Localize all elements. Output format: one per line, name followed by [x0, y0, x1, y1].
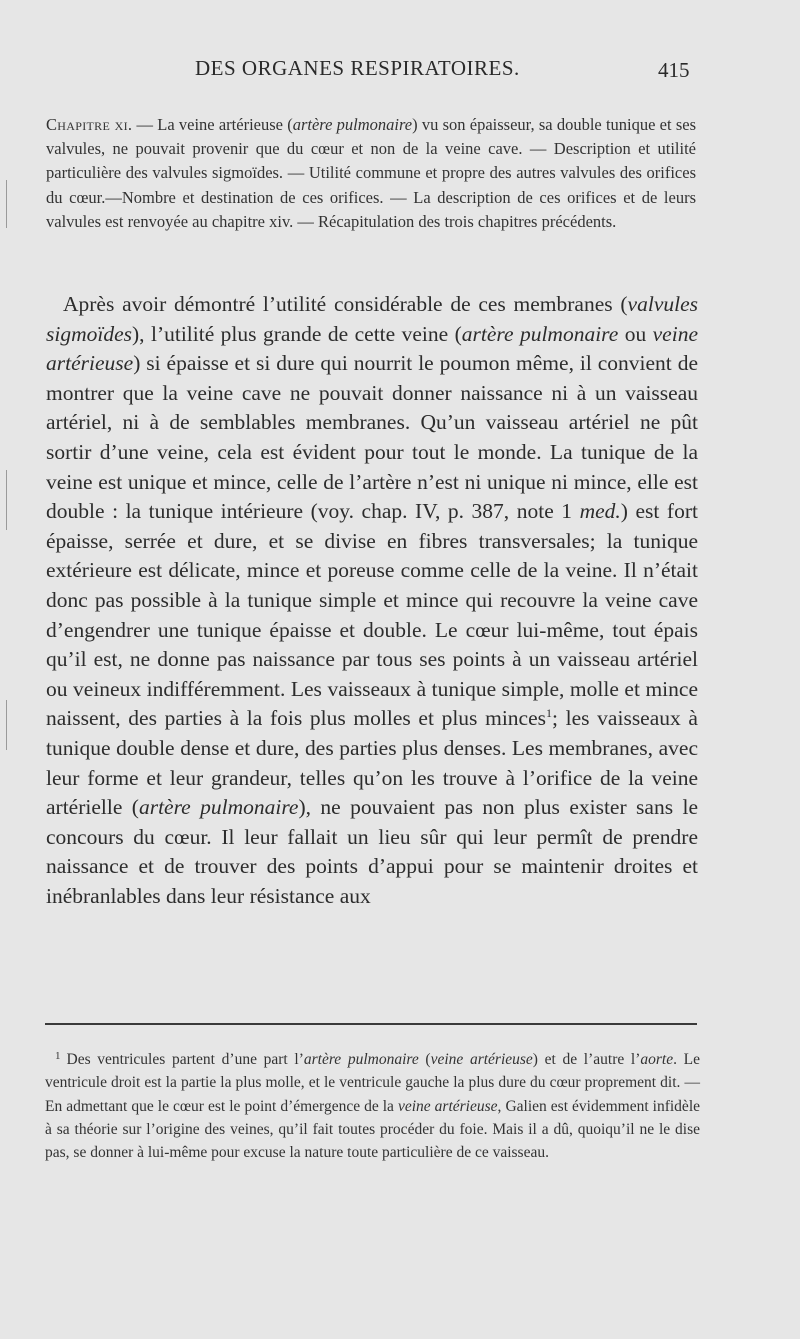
- footnote-reference: 1: [546, 706, 552, 721]
- text-run: ; les vaisseaux à tunique double dense et dure, des parties plus denses. Les membranes, avec leur forme et leur grandeur, telles qu’on les trouve à l’orifice de la veine artérielle (: [46, 706, 698, 820]
- running-title: DES ORGANES RESPIRATOIRES.: [195, 56, 520, 80]
- page-header: [0, 56, 800, 88]
- italic-term: artère pulmonaire: [461, 321, 619, 346]
- text-run: (: [418, 1051, 431, 1068]
- chapter-label: Chapitre xi.: [46, 115, 133, 134]
- summary-italic: artère pulmonaire: [292, 115, 413, 134]
- italic-term: aorte: [640, 1051, 674, 1068]
- italic-term: artère pulmonaire: [303, 1051, 419, 1068]
- italic-term: veine artérieuse: [397, 1097, 498, 1115]
- text-run: Des ventricules partent d’une part l’: [66, 1051, 304, 1068]
- text-run: ), l’utilité plus grande de cette veine (: [132, 321, 462, 346]
- footnote-mark: 1: [55, 1050, 61, 1062]
- text-run: ) si épaisse et si dure qui nourrit le poumon même, il convient de montrer que la veine cave ne pouvait donner naissance ni à un vaisseau artériel, ni à de semblables membranes. Qu’un vaisseau artériel ne pût sortir d’une veine, cela est évident pour tout le monde. La tunique de la veine est unique et mince, celle de l’artère n’est ni unique ni mince, elle est double : la tunique intérieure (voy. chap. IV, p. 387, note 1: [46, 351, 698, 524]
- summary-text: — La veine artérieuse (: [132, 115, 293, 134]
- italic-term: med.: [579, 499, 621, 524]
- footnote: [45, 1045, 700, 1164]
- text-run: . Le ventricule droit est la partie la plus molle, et le ventricule gauche la plus dure du cœur proprement dit. — En admettant que le cœur est le point d’émergence de la: [45, 1051, 700, 1115]
- margin-mark: [6, 180, 7, 228]
- page-number: 415: [658, 58, 690, 82]
- summary-text: ) vu son épaisseur, sa double tunique et ses valvules, ne pouvait provenir que du cœur et non de la veine cave. — Description et utilité particulière des valvules sigmoïdes. — Utilité commune et propre des autres valvules des orifices du cœur.—Nombre et destination de ces orifices. — La description de ces orifices et de leurs valvules est renvoyée au chapitre xiv. — Récapitulation des trois chapitres précédents.: [46, 115, 696, 231]
- main-text: [46, 290, 698, 911]
- margin-mark: [6, 470, 7, 530]
- paragraph: [46, 290, 698, 911]
- text-run: Après avoir démontré l’utilité considérable de ces membranes (: [63, 292, 628, 316]
- text-run: ) est fort épaisse, serrée et dure, et se divise en fibres transversales; la tunique extérieure est délicate, mince et poreuse comme celle de la veine. Il n’était donc pas possible à la tunique simple et mince qui recouvre la veine cave d’engendrer une tunique épaisse et double. Le cœur lui-même, tout épais qu’il est, ne donne pas naissance par tous ses points à un vaisseau artériel ou veineux indifféremment. Les vaisseaux à tunique simple, molle et mince naissent, des parties à la fois plus molles et plus minces: [46, 499, 698, 731]
- chapter-summary: [46, 113, 696, 234]
- italic-term: valvules sigmoïdes: [46, 292, 698, 346]
- margin-mark: [6, 700, 7, 750]
- italic-term: artère pulmonaire: [138, 795, 299, 820]
- footnote-divider: [45, 1023, 697, 1025]
- text-run: ), ne pouvaient pas non plus exister sans le concours du cœur. Il leur fallait un lieu sûr qui leur permît de prendre naissance et de trouver des points d’appui pour se maintenir droites et inébranlables dans leur résistance aux: [46, 795, 698, 908]
- text-run: ) et de l’autre l’: [532, 1051, 641, 1068]
- text-run: ou: [618, 321, 653, 346]
- text-run: , Galien est évidemment infidèle à sa théorie sur l’origine des veines, qu’il fait toutes procéder du foie. Mais il a dû, quoiqu’il ne le dise pas, se donner à lui-même pour excuse la nature toute particulière de ce vaisseau.: [45, 1097, 700, 1162]
- italic-term: veine artérieuse: [430, 1051, 533, 1068]
- italic-term: veine artérieuse: [46, 321, 698, 376]
